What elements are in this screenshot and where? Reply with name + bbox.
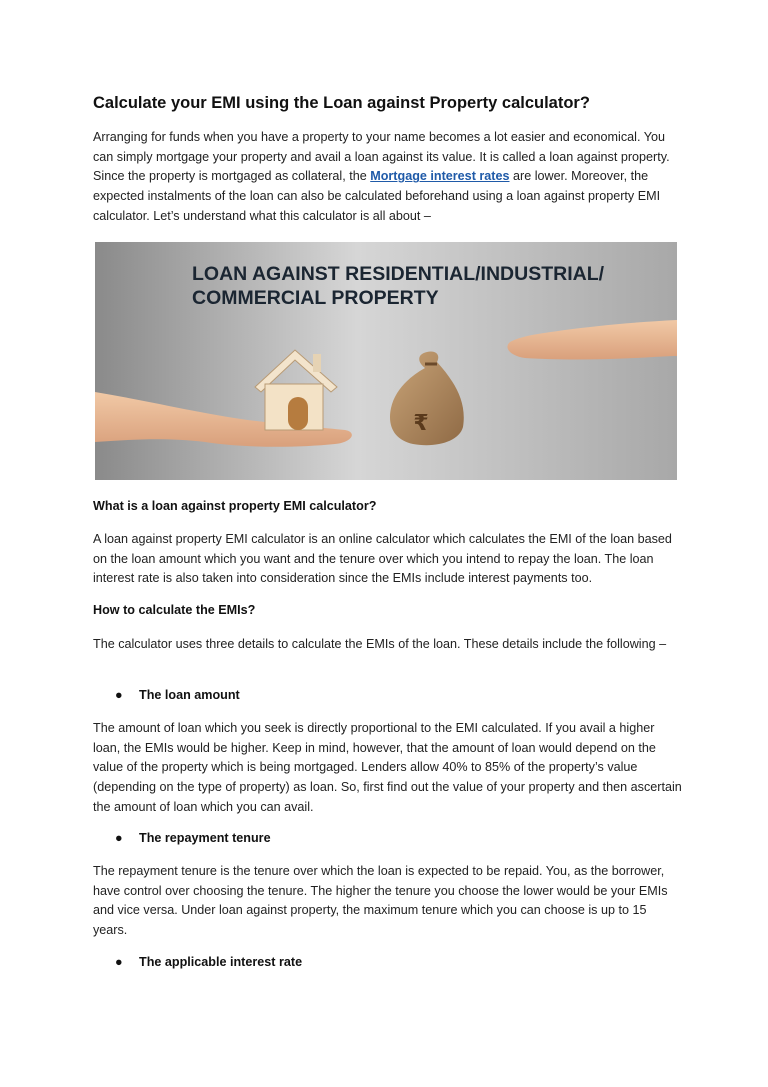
bullet-label: The loan amount xyxy=(139,688,240,702)
bullet-label: The repayment tenure xyxy=(139,831,271,845)
bullet-icon: ● xyxy=(115,831,123,845)
section-how xyxy=(93,601,683,621)
bullet-repayment-tenure-body xyxy=(93,862,683,941)
intro-block xyxy=(93,92,683,227)
section-heading-what: What is a loan against property EMI calculator? xyxy=(93,499,377,513)
bullet-loan-amount-body xyxy=(93,719,683,818)
section-heading-how: How to calculate the EMIs? xyxy=(93,603,256,617)
section-how-body xyxy=(93,635,683,655)
article-title: Calculate your EMI using the Loan against Property calculator? xyxy=(93,94,590,112)
what-paragraph: A loan against property EMI calculator is an online calculator which calculates the EMI of the loan based on the loan amount which you want and the tenure over which you intend to repay the loan. The loan interest rate is also taken into consideration since the EMIs include interest payments too. xyxy=(93,532,672,586)
hero-title-line1: LOAN AGAINST RESIDENTIAL/INDUSTRIAL/ xyxy=(192,263,605,285)
repayment-tenure-paragraph: The repayment tenure is the tenure over which the loan is expected to be repaid. You, as the borrower, have control over choosing the tenure. The higher the tenure you choose the lower would be your EMIs and vice versa. Under loan against property, the maximum tenure which you can choose is up to 15 years. xyxy=(93,864,668,938)
section-what-body xyxy=(93,530,683,589)
hero-image xyxy=(95,242,677,480)
section-what xyxy=(93,497,683,517)
how-paragraph: The calculator uses three details to calculate the EMIs of the loan. These details include the following – xyxy=(93,637,667,651)
rupee-symbol: ₹ xyxy=(413,411,429,436)
loan-amount-paragraph: The amount of loan which you seek is directly proportional to the EMI calculated. If you avail a higher loan, the EMIs would be higher. Keep in mind, however, that the amount of loan would depend on the value of the property which is being mortgaged. Lenders allow 40% to 85% of the property’s value (depending on the type of property) as loan. So, first find out the value of your property and then ascertain the amount of loan which you can avail. xyxy=(93,721,682,814)
bullet-interest-rate xyxy=(93,953,683,973)
mortgage-interest-rates-link[interactable]: Mortgage interest rates xyxy=(370,169,510,184)
intro-text-part2: are lower. Moreover, the expected instalments of the loan can also be calculated beforehand using a loan against property EMI calculator. Let’s understand what this calculator is all about – xyxy=(93,169,661,223)
bullet-repayment-tenure xyxy=(93,829,683,849)
hero-title-line2: COMMERCIAL PROPERTY xyxy=(192,287,439,309)
intro-text-part1: Arranging for funds when you have a property to your name becomes a lot easier and economical. You can simply mortgage your property and avail a loan against its value. It is called a loan against property. Since the property is mortgaged as collateral, the xyxy=(93,130,670,184)
bullet-loan-amount xyxy=(93,686,683,706)
bullet-icon: ● xyxy=(115,688,123,702)
intro-paragraph xyxy=(93,128,683,227)
bullet-label: The applicable interest rate xyxy=(139,955,303,969)
bullet-icon: ● xyxy=(115,955,123,969)
